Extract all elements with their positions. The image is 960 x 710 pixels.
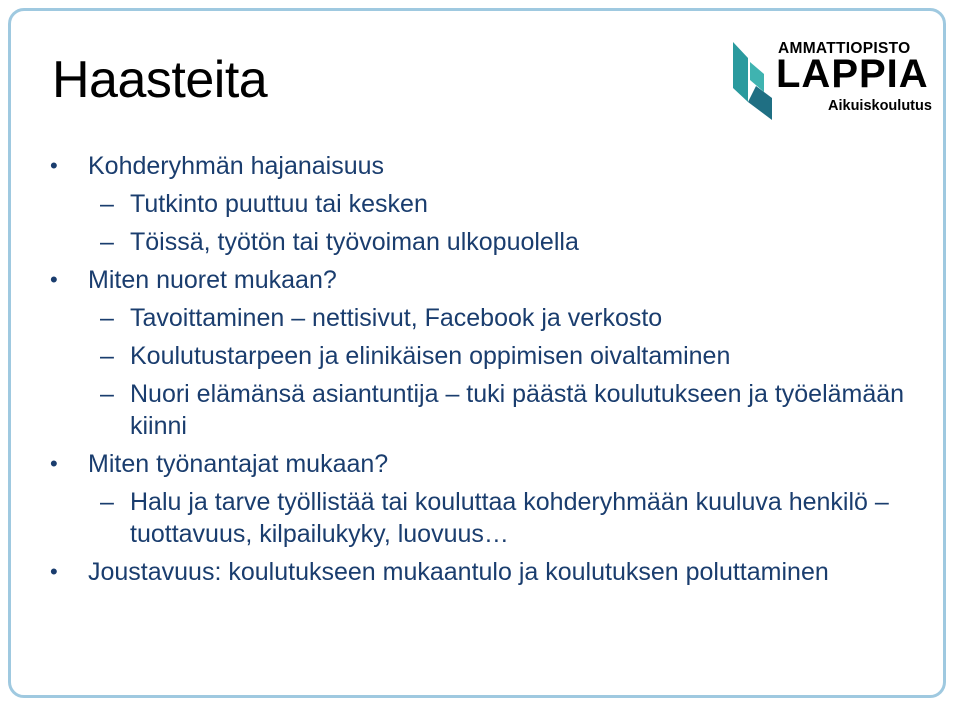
logo-text-aikuiskoulutus: Aikuiskoulutus	[828, 98, 932, 114]
bullet-text: Joustavuus: koulutukseen mukaantulo ja koulutuksen poluttaminen	[88, 558, 829, 586]
bullet-text: Halu ja tarve työllistää tai kouluttaa kohderyhmään kuuluva henkilö – tuottavuus, kilpailukyky, luovuus…	[130, 488, 889, 548]
bullet-text: Miten työnantajat mukaan?	[88, 450, 389, 478]
bullet-text: Nuori elämänsä asiantuntija – tuki päästä koulutukseen ja työelämään kiinni	[130, 380, 905, 440]
bullet-item	[48, 556, 928, 588]
bullet-item	[48, 448, 928, 480]
logo-text-ammattiopisto: AMMATTIOPISTO	[778, 40, 911, 57]
bullet-text: Töissä, työtön tai työvoiman ulkopuolella	[130, 228, 579, 256]
slide-title: Haasteita	[52, 51, 268, 109]
sub-bullet-item	[48, 302, 928, 334]
sub-bullet-item	[48, 340, 928, 372]
dash-marker: –	[100, 304, 114, 332]
lappia-logo	[730, 38, 930, 128]
dash-marker: –	[100, 488, 114, 516]
bullet-text: Tutkinto puuttuu tai kesken	[130, 190, 428, 218]
sub-bullet-item	[48, 378, 928, 442]
bullet-marker: •	[50, 153, 58, 178]
bullet-list	[48, 150, 928, 594]
dash-marker: –	[100, 342, 114, 370]
bullet-marker: •	[50, 451, 58, 476]
bullet-marker: •	[50, 559, 58, 584]
sub-bullet-item	[48, 226, 928, 258]
logo-text-lappia: LAPPIA	[776, 52, 929, 96]
bullet-text: Miten nuoret mukaan?	[88, 266, 337, 294]
sub-bullet-item	[48, 188, 928, 220]
bullet-text: Tavoittaminen – nettisivut, Facebook ja verkosto	[130, 304, 663, 332]
bullet-text: Kohderyhmän hajanaisuus	[88, 152, 385, 180]
dash-marker: –	[100, 228, 114, 256]
bullet-item	[48, 264, 928, 296]
logo-mark-icon	[730, 40, 776, 122]
bullet-marker: •	[50, 267, 58, 292]
bullet-item	[48, 150, 928, 182]
dash-marker: –	[100, 190, 114, 218]
bullet-text: Koulutustarpeen ja elinikäisen oppimisen oivaltaminen	[130, 342, 731, 370]
sub-bullet-item	[48, 486, 928, 550]
dash-marker: –	[100, 380, 114, 408]
